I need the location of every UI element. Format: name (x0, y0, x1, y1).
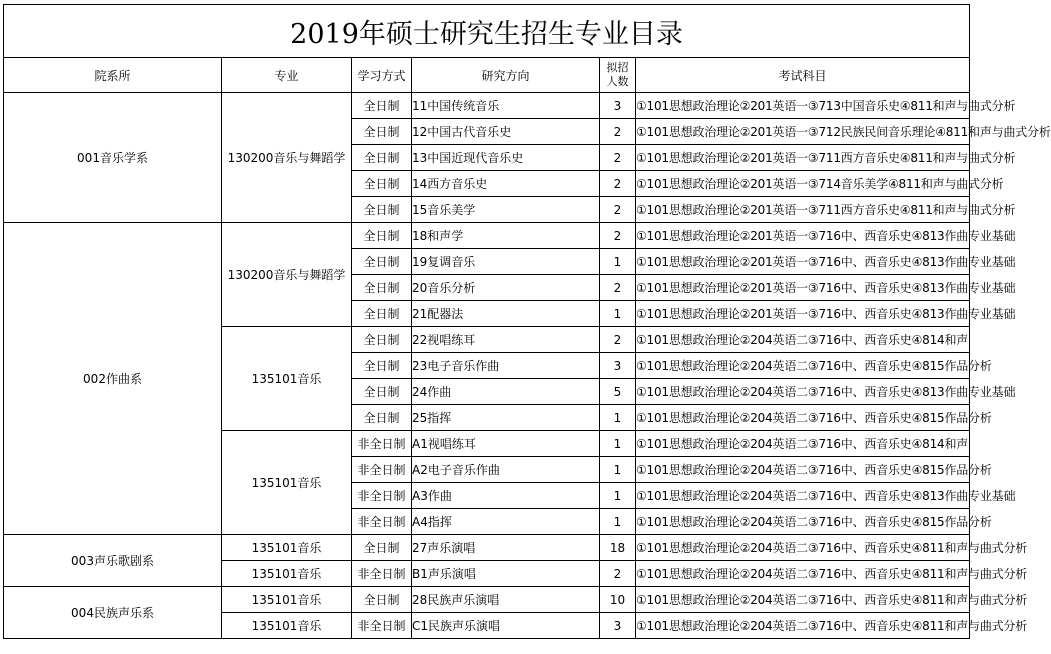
exam-cell: ①101思想政治理论②201英语一③716中、西音乐史④813作曲专业基础 (636, 249, 970, 275)
direction-cell: 14西方音乐史 (412, 171, 600, 197)
plan-cell: 1 (600, 431, 636, 457)
exam-cell: ①101思想政治理论②204英语二③716中、西音乐史④813作曲专业基础 (636, 483, 970, 509)
mode-cell: 全日制 (352, 249, 412, 275)
mode-cell: 全日制 (352, 587, 412, 613)
header-plan-line2: 人数 (606, 75, 629, 88)
mode-cell: 全日制 (352, 535, 412, 561)
plan-cell: 18 (600, 535, 636, 561)
table-row (4, 223, 970, 249)
mode-cell: 全日制 (352, 275, 412, 301)
direction-cell: 13中国近现代音乐史 (412, 145, 600, 171)
header-direction: 研究方向 (412, 58, 600, 93)
exam-cell: ①101思想政治理论②201英语一③714音乐美学④811和声与曲式分析 (636, 171, 970, 197)
plan-cell: 10 (600, 587, 636, 613)
mode-cell: 全日制 (352, 93, 412, 119)
header-major: 专业 (222, 58, 352, 93)
direction-cell: 12中国古代音乐史 (412, 119, 600, 145)
exam-cell: ①101思想政治理论②204英语二③716中、西音乐史④811和声与曲式分析 (636, 613, 970, 639)
plan-cell: 3 (600, 353, 636, 379)
exam-cell: ①101思想政治理论②204英语二③716中、西音乐史④811和声与曲式分析 (636, 587, 970, 613)
admissions-catalog-table (3, 4, 1051, 639)
exam-cell: ①101思想政治理论②201英语一③711西方音乐史④811和声与曲式分析 (636, 145, 970, 171)
plan-cell: 2 (600, 223, 636, 249)
exam-cell: ①101思想政治理论②201英语一③711西方音乐史④811和声与曲式分析 (636, 197, 970, 223)
mode-cell: 非全日制 (352, 613, 412, 639)
mode-cell: 非全日制 (352, 457, 412, 483)
mode-cell: 非全日制 (352, 561, 412, 587)
plan-cell: 1 (600, 405, 636, 431)
exam-cell: ①101思想政治理论②204英语二③716中、西音乐史④811和声与曲式分析 (636, 535, 970, 561)
major-cell: 135101音乐 (222, 587, 352, 613)
plan-cell: 3 (600, 93, 636, 119)
page-title: 2019年硕士研究生招生专业目录 (4, 5, 970, 58)
direction-cell: 11中国传统音乐 (412, 93, 600, 119)
mode-cell: 全日制 (352, 171, 412, 197)
plan-cell: 1 (600, 483, 636, 509)
plan-cell: 2 (600, 197, 636, 223)
major-cell: 130200音乐与舞蹈学 (222, 223, 352, 327)
major-cell: 135101音乐 (222, 327, 352, 431)
header-plan (600, 58, 636, 93)
plan-cell: 2 (600, 119, 636, 145)
direction-cell: C1民族声乐演唱 (412, 613, 600, 639)
direction-cell: 20音乐分析 (412, 275, 600, 301)
header-exam: 考试科目 (636, 58, 970, 93)
mode-cell: 全日制 (352, 327, 412, 353)
plan-cell: 1 (600, 301, 636, 327)
header-dept: 院系所 (4, 58, 222, 93)
mode-cell: 全日制 (352, 119, 412, 145)
direction-cell: B1声乐演唱 (412, 561, 600, 587)
plan-cell: 1 (600, 509, 636, 535)
exam-cell: ①101思想政治理论②201英语一③712民族民间音乐理论④811和声与曲式分析 (636, 119, 970, 145)
table-row (4, 93, 970, 119)
major-cell: 135101音乐 (222, 431, 352, 535)
direction-cell: 27声乐演唱 (412, 535, 600, 561)
exam-cell: ①101思想政治理论②201英语一③716中、西音乐史④813作曲专业基础 (636, 301, 970, 327)
direction-cell: A4指挥 (412, 509, 600, 535)
direction-cell: 18和声学 (412, 223, 600, 249)
major-cell: 135101音乐 (222, 613, 352, 639)
exam-cell: ①101思想政治理论②201英语一③716中、西音乐史④813作曲专业基础 (636, 275, 970, 301)
mode-cell: 非全日制 (352, 509, 412, 535)
dept-cell: 003声乐歌剧系 (4, 535, 222, 587)
major-cell: 135101音乐 (222, 535, 352, 561)
mode-cell: 全日制 (352, 145, 412, 171)
plan-cell: 2 (600, 561, 636, 587)
mode-cell: 全日制 (352, 405, 412, 431)
exam-cell: ①101思想政治理论②201英语一③716中、西音乐史④813作曲专业基础 (636, 223, 970, 249)
dept-cell: 001音乐学系 (4, 93, 222, 223)
plan-cell: 3 (600, 613, 636, 639)
exam-cell: ①101思想政治理论②204英语二③716中、西音乐史④813作曲专业基础 (636, 379, 970, 405)
plan-cell: 2 (600, 275, 636, 301)
mode-cell: 全日制 (352, 301, 412, 327)
header-plan-line1: 拟招 (606, 61, 629, 74)
dept-cell: 004民族声乐系 (4, 587, 222, 639)
direction-cell: 24作曲 (412, 379, 600, 405)
header-mode: 学习方式 (352, 58, 412, 93)
direction-cell: 25指挥 (412, 405, 600, 431)
dept-cell: 002作曲系 (4, 223, 222, 535)
major-cell: 130200音乐与舞蹈学 (222, 93, 352, 223)
exam-cell: ①101思想政治理论②204英语二③716中、西音乐史④811和声与曲式分析 (636, 561, 970, 587)
direction-cell: A2电子音乐作曲 (412, 457, 600, 483)
mode-cell: 全日制 (352, 379, 412, 405)
mode-cell: 全日制 (352, 223, 412, 249)
direction-cell: A3作曲 (412, 483, 600, 509)
exam-cell: ①101思想政治理论②201英语一③713中国音乐史④811和声与曲式分析 (636, 93, 970, 119)
exam-cell: ①101思想政治理论②204英语二③716中、西音乐史④815作品分析 (636, 457, 970, 483)
mode-cell: 全日制 (352, 197, 412, 223)
plan-cell: 1 (600, 457, 636, 483)
direction-cell: 21配器法 (412, 301, 600, 327)
exam-cell: ①101思想政治理论②204英语二③716中、西音乐史④814和声 (636, 431, 970, 457)
direction-cell: 15音乐美学 (412, 197, 600, 223)
direction-cell: 19复调音乐 (412, 249, 600, 275)
header-row (4, 58, 970, 93)
major-cell: 135101音乐 (222, 561, 352, 587)
mode-cell: 全日制 (352, 353, 412, 379)
exam-cell: ①101思想政治理论②204英语二③716中、西音乐史④814和声 (636, 327, 970, 353)
exam-cell: ①101思想政治理论②204英语二③716中、西音乐史④815作品分析 (636, 405, 970, 431)
plan-cell: 2 (600, 327, 636, 353)
plan-cell: 2 (600, 171, 636, 197)
direction-cell: A1视唱练耳 (412, 431, 600, 457)
plan-cell: 1 (600, 249, 636, 275)
exam-cell: ①101思想政治理论②204英语二③716中、西音乐史④815作品分析 (636, 509, 970, 535)
table-row (4, 535, 970, 561)
table-row (4, 587, 970, 613)
direction-cell: 28民族声乐演唱 (412, 587, 600, 613)
plan-cell: 2 (600, 145, 636, 171)
direction-cell: 23电子音乐作曲 (412, 353, 600, 379)
exam-cell: ①101思想政治理论②204英语二③716中、西音乐史④815作品分析 (636, 353, 970, 379)
plan-cell: 5 (600, 379, 636, 405)
mode-cell: 非全日制 (352, 483, 412, 509)
direction-cell: 22视唱练耳 (412, 327, 600, 353)
mode-cell: 非全日制 (352, 431, 412, 457)
